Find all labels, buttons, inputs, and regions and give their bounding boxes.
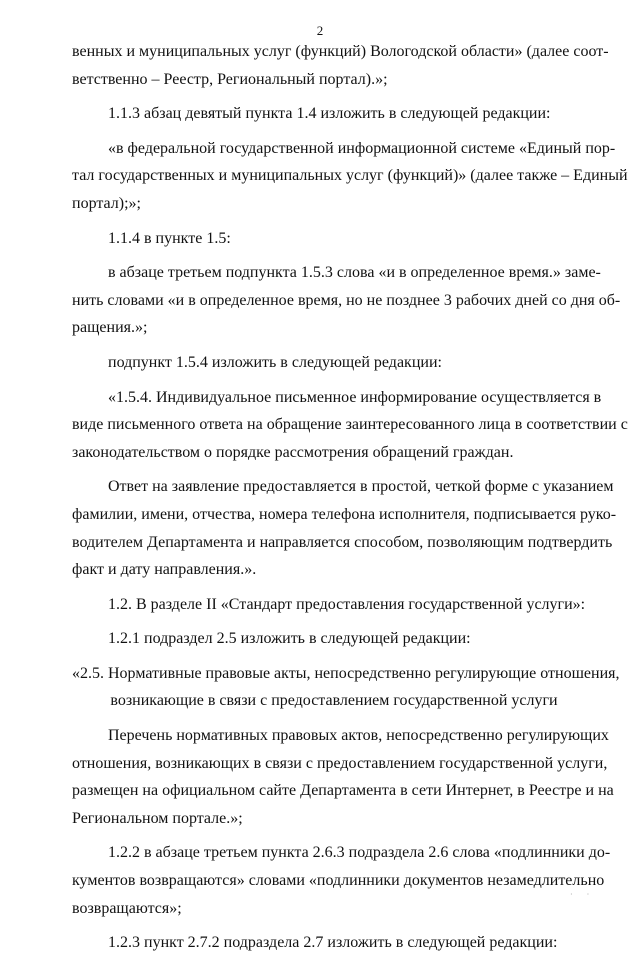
text-line: 1.2.1 подраздел 2.5 изложить в следующей редакции: [108, 630, 471, 648]
text-line: портал);»; [72, 194, 141, 212]
text-line: 1.1.3 абзац девятый пункта 1.4 изложить в следующей редакции: [108, 105, 551, 123]
text-line: виде письменного ответа на обращение заинтересованного лица в соответствии с [72, 416, 628, 434]
text-line: ращения.»; [72, 319, 148, 337]
text-line: Перечень нормативных правовых актов, непосредственно регулирующих [108, 727, 609, 745]
text-line: Ответ на заявление предоставляется в простой, четкой форме с указанием [108, 478, 614, 496]
text-line: кументов возвращаются» словами «подлинники документов незамедлительно [72, 872, 605, 890]
text-line: 1.1.4 в пункте 1.5: [108, 229, 231, 247]
text-line: тал государственных и муниципальных услуг (функций)» (далее также – Единый [72, 167, 628, 185]
text-line: факт и дату направления.». [72, 561, 257, 579]
text-line: размещен на официальном сайте Департамента в сети Интернет, в Реестре и на [72, 782, 614, 800]
text-line: ветственно – Реестр, Региональный портал).»; [72, 70, 388, 88]
text-line: фамилии, имени, отчества, номера телефона исполнителя, подписывается руко- [72, 505, 617, 523]
text-line: «1.5.4. Индивидуальное письменное информирование осуществляется в [108, 388, 602, 406]
text-line: венных и муниципальных услуг (функций) Вологодской области» (далее соот- [72, 43, 609, 60]
text-line: 1.2.3 пункт 2.7.2 подраздела 2.7 изложить в следующей редакции: [108, 934, 558, 952]
text-line: 1.2.2 в абзаце третьем пункта 2.6.3 подраздела 2.6 слова «подлинники до- [108, 844, 611, 862]
section-heading: «2.5. Нормативные правовые акты, непосредственно регулирующие отношения, [72, 664, 620, 682]
text-line: водителем Департамента и направляется способом, позволяющим подтвердить [72, 533, 613, 551]
text-line: возвращаются»; [72, 899, 182, 917]
page-number: 2 [316, 23, 324, 38]
text-line: «в федеральной государственной информационной системе «Единый пор- [108, 139, 616, 157]
text-line: 1.2. В разделе II «Стандарт предоставления государственной услуги»: [108, 595, 586, 613]
section-heading: возникающие в связи с предоставлением государственной услуги [110, 692, 558, 710]
text-line: законодательством о порядке рассмотрения обращений граждан. [72, 443, 514, 461]
text-line: подпункт 1.5.4 изложить в следующей редакции: [108, 353, 442, 371]
text-line: отношения, возникающих в связи с предоставлением государственной услуги, [72, 754, 608, 772]
document-body [72, 38, 628, 957]
text-line: Региональном портале.»; [72, 809, 243, 827]
text-line: нить словами «и в определенное время, но не позднее 3 рабочих дней со дня об- [72, 291, 621, 309]
text-line: в абзаце третьем подпункта 1.5.3 слова «и в определенное время.» заме- [108, 264, 601, 282]
scan-mark: · · [570, 890, 596, 899]
